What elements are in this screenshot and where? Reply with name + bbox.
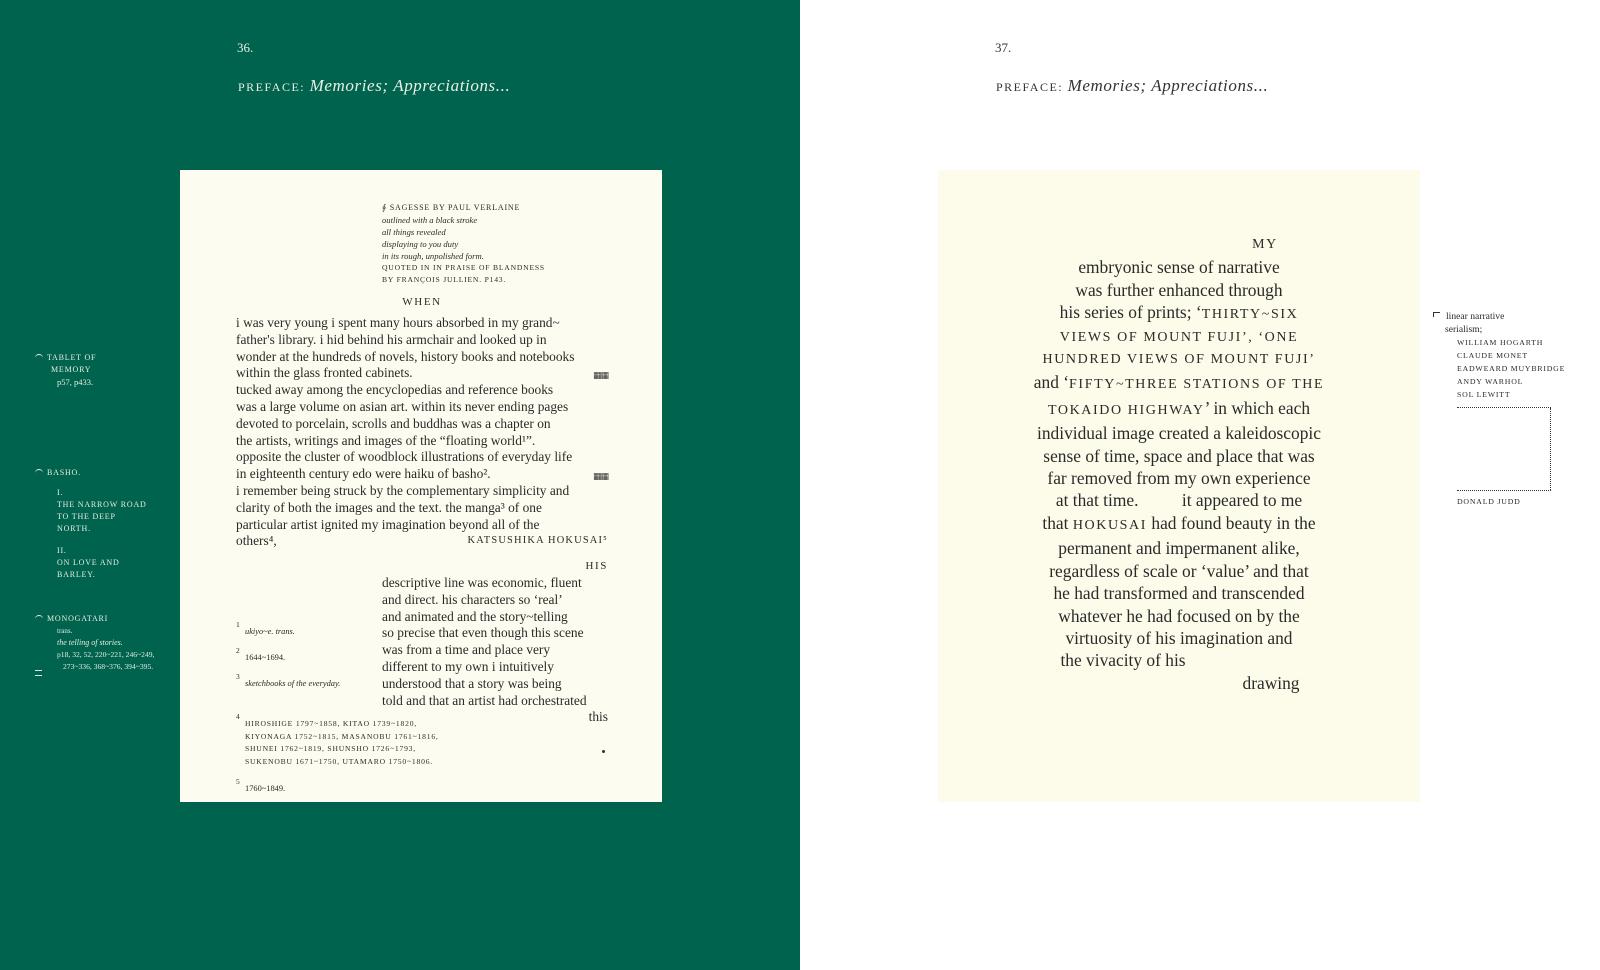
artist-list-item: ANDY WARHOL [1457, 377, 1524, 386]
dotted-rule [1457, 407, 1551, 408]
text-part: ’ in which each [1204, 397, 1311, 418]
text-line: virtuosity of his imagination and [1065, 627, 1293, 648]
para-line-text: within the glass fronted cabinets. [236, 365, 413, 381]
para-line: wonder at the hundreds of novels, history books and notebooks [236, 348, 575, 364]
dotted-connector [1550, 408, 1551, 490]
para-line: father's library. i hid behind his armchair and looked up in [236, 331, 547, 347]
opening-word-my: MY [1252, 237, 1278, 252]
text-part: HOKUSAI [1072, 517, 1148, 533]
basho-title: BASHO. [47, 468, 81, 477]
text-line: whatever he had focused on by the [1058, 605, 1300, 626]
running-head-label: PREFACE: [238, 80, 306, 94]
running-head-left [238, 76, 510, 96]
para-line: understood that a story was being [382, 675, 562, 691]
tablet-pages: p57, p433. [57, 377, 94, 387]
footnote-text: 1760~1849. [245, 784, 286, 793]
running-head-title: Memories; Appreciations... [309, 76, 511, 95]
serialism-line2: serialism; [1445, 324, 1483, 335]
footnote-text: KIYONAGA 1752~1815, MASANOBU 1761~1816, [245, 731, 439, 741]
epigraph-line6: QUOTED IN IN PRAISE OF BLANDNESS [382, 263, 545, 272]
footnote-text: HIROSHIGE 1797~1858, KITAO 1739~1820, [245, 719, 417, 728]
text-part: had found beauty in the [1147, 512, 1316, 533]
basho-item1-line3: NORTH. [57, 524, 91, 533]
footnote-text: SHUNEI 1762~1819, SHUNSHO 1726~1793, [245, 744, 416, 753]
para-line [236, 365, 608, 382]
right-sheet [938, 170, 1420, 802]
para-line: particular artist ignited my imagination beyond all of the [236, 516, 540, 532]
basho-item1-line1: THE NARROW ROAD [57, 500, 147, 509]
second-paragraph [382, 575, 608, 726]
text-line [978, 512, 1380, 537]
text-line [978, 301, 1380, 326]
para-line: and animated and the story~telling [382, 608, 568, 624]
footnote-text: ukiyo~e. trans. [245, 627, 295, 636]
artist-list-item: SOL LEWITT [1457, 390, 1511, 399]
text-line: was further enhanced through [1075, 279, 1283, 300]
opening-word-when: WHEN [402, 296, 442, 308]
para-line: tucked away among the encyclopedias and reference books [236, 382, 554, 398]
margin-note-tablet [35, 351, 96, 388]
para-line-text: others⁴, [236, 533, 277, 549]
text-part: that [1042, 512, 1073, 533]
para-line [236, 533, 608, 550]
footnote-1 [236, 620, 295, 639]
page-number-left: 36. [237, 40, 254, 55]
para-line: was from a time and place very [382, 642, 551, 658]
footnote-number: 3 [236, 672, 240, 681]
para-line: so precise that even though this scene [382, 625, 584, 641]
text-line: embryonic sense of narrative [1078, 257, 1280, 278]
ornament-icon: ▦▦ [592, 370, 608, 381]
epigraph-line7: BY FRANÇOIS JULLIEN. P143. [382, 275, 507, 284]
epigraph [382, 202, 545, 286]
footnote-5 [236, 777, 286, 796]
dotted-rule [1457, 490, 1551, 491]
text-line: regardless of scale or ‘value’ and that [1049, 560, 1309, 581]
tablet-title-1: TABLET OF [47, 353, 97, 362]
para-line: devoted to porcelain, scrolls and buddhas was a chapter on [236, 415, 551, 431]
margin-note-serialism [1433, 310, 1565, 508]
page-number-right: 37. [995, 40, 1012, 55]
artist-list-item: EADWEARD MUYBRIDGE [1457, 364, 1566, 373]
footnote-text: SUKENOBU 1671~1750, UTAMARO 1750~1806. [245, 756, 433, 766]
monogatari-pages-1: p18, 32, 52, 220~221, 246~249, [57, 650, 155, 659]
footnote-number: 4 [236, 712, 240, 721]
text-line [978, 397, 1380, 422]
para-line: i remember being struck by the complementary simplicity and [236, 482, 570, 498]
serialism-line1: linear narrative [1446, 311, 1505, 322]
para-line: opposite the cluster of woodblock illustrations of everyday life [236, 449, 573, 465]
monogatari-trans: trans. [57, 627, 73, 635]
footnote-number: 5 [236, 777, 240, 786]
text-line: permanent and impermanent alike, [1058, 538, 1300, 559]
para-line: was a large volume on asian art. within its never ending pages [236, 398, 569, 414]
monogatari-meaning: the telling of stories. [57, 638, 123, 647]
margin-note-monogatari [35, 612, 154, 673]
footnote-text: sketchbooks of the everyday. [245, 679, 341, 688]
centered-text [978, 234, 1380, 694]
epigraph-line5: in its rough, unpolished form. [382, 251, 484, 261]
footnote-number: 1 [236, 620, 240, 629]
footnote-number: 2 [236, 646, 240, 655]
text-part: and ‘ [1033, 372, 1070, 393]
para-line: clarity of both the images and the text. the manga³ of one [236, 499, 542, 515]
word-his: HIS [585, 560, 608, 572]
para-line: the artists, writings and images of the “floating world¹”. [236, 432, 536, 448]
para-line: told and that an artist had orchestrated [382, 692, 587, 708]
text-line: the vivacity of his [1060, 650, 1186, 671]
arc-icon [35, 354, 43, 360]
arc-icon [35, 469, 43, 475]
monogatari-pages-2: 273~336, 368~376, 394~395. [63, 662, 154, 671]
corner-bracket-icon [1433, 312, 1440, 317]
text-line: sense of time, space and place that was [1043, 445, 1315, 466]
bullet-dot [602, 750, 605, 753]
ornament-icon: ▦▦ [592, 471, 608, 482]
text-line: drawing [1242, 672, 1300, 693]
tablet-title-2: MEMORY [51, 365, 92, 374]
footnote-text: 1644~1694. [245, 653, 286, 662]
text-line: VIEWS OF MOUNT FUJI’, ‘ONE [1059, 329, 1299, 345]
text-part: THIRTY~SIX [1201, 307, 1299, 323]
footnote-3 [236, 672, 341, 691]
footnote-4 [236, 712, 439, 768]
text-part: FIFTY~THREE STATIONS OF THE [1069, 377, 1325, 393]
double-bar-icon [35, 670, 42, 676]
left-sheet [180, 170, 662, 802]
artist-list-item: WILLIAM HOGARTH [1457, 338, 1544, 347]
text-line: he had transformed and transcended [1053, 583, 1305, 604]
para-line-text: in eighteenth century edo were haiku of basho². [236, 466, 491, 482]
running-head-right [996, 76, 1268, 96]
text-part: his series of prints; ‘ [1059, 302, 1202, 323]
text-line: HUNDRED VIEWS OF MOUNT FUJI’ [1042, 352, 1316, 368]
para-line: and direct. his characters so ‘real’ [382, 591, 563, 607]
epigraph-line2: outlined with a black stroke [382, 215, 478, 225]
text-line: individual image created a kaleidoscopic [1037, 423, 1321, 444]
epigraph-line4: displaying to you duty [382, 239, 459, 249]
basho-item1-line2: TO THE DEEP [57, 512, 116, 521]
margin-note-basho [35, 466, 147, 581]
text-line [978, 371, 1380, 396]
artist-final: DONALD JUDD [1457, 497, 1521, 506]
basho-item2-num: II. [57, 546, 67, 555]
artist-name: KATSUSHIKA HOKUSAI⁵ [467, 535, 608, 547]
running-head-title: Memories; Appreciations... [1067, 76, 1269, 95]
running-head-label: PREFACE: [996, 80, 1064, 94]
basho-item2-line1: ON LOVE AND [57, 558, 120, 567]
artist-list-item: CLAUDE MONET [1457, 351, 1528, 360]
main-paragraph [236, 315, 608, 550]
text-line: at that time. it appeared to me [1055, 490, 1303, 511]
para-line [236, 466, 608, 483]
para-line: different to my own i intuitively [382, 658, 554, 674]
epigraph-line3: all things revealed [382, 227, 446, 237]
arc-icon [35, 615, 43, 621]
para-line: this [588, 709, 608, 725]
epigraph-line1: ∮ SAGESSE BY PAUL VERLAINE [382, 203, 521, 212]
footnote-2 [236, 646, 286, 665]
basho-item1-num: I. [57, 488, 64, 497]
para-line: i was very young i spent many hours absorbed in my grand~ [236, 315, 560, 330]
basho-item2-line2: BARLEY. [57, 570, 96, 579]
monogatari-title: MONOGATARI [47, 614, 109, 623]
text-part: TOKAIDO HIGHWAY [1047, 402, 1205, 418]
para-line: descriptive line was economic, fluent [382, 575, 582, 590]
text-line: far removed from my own experience [1047, 468, 1311, 489]
